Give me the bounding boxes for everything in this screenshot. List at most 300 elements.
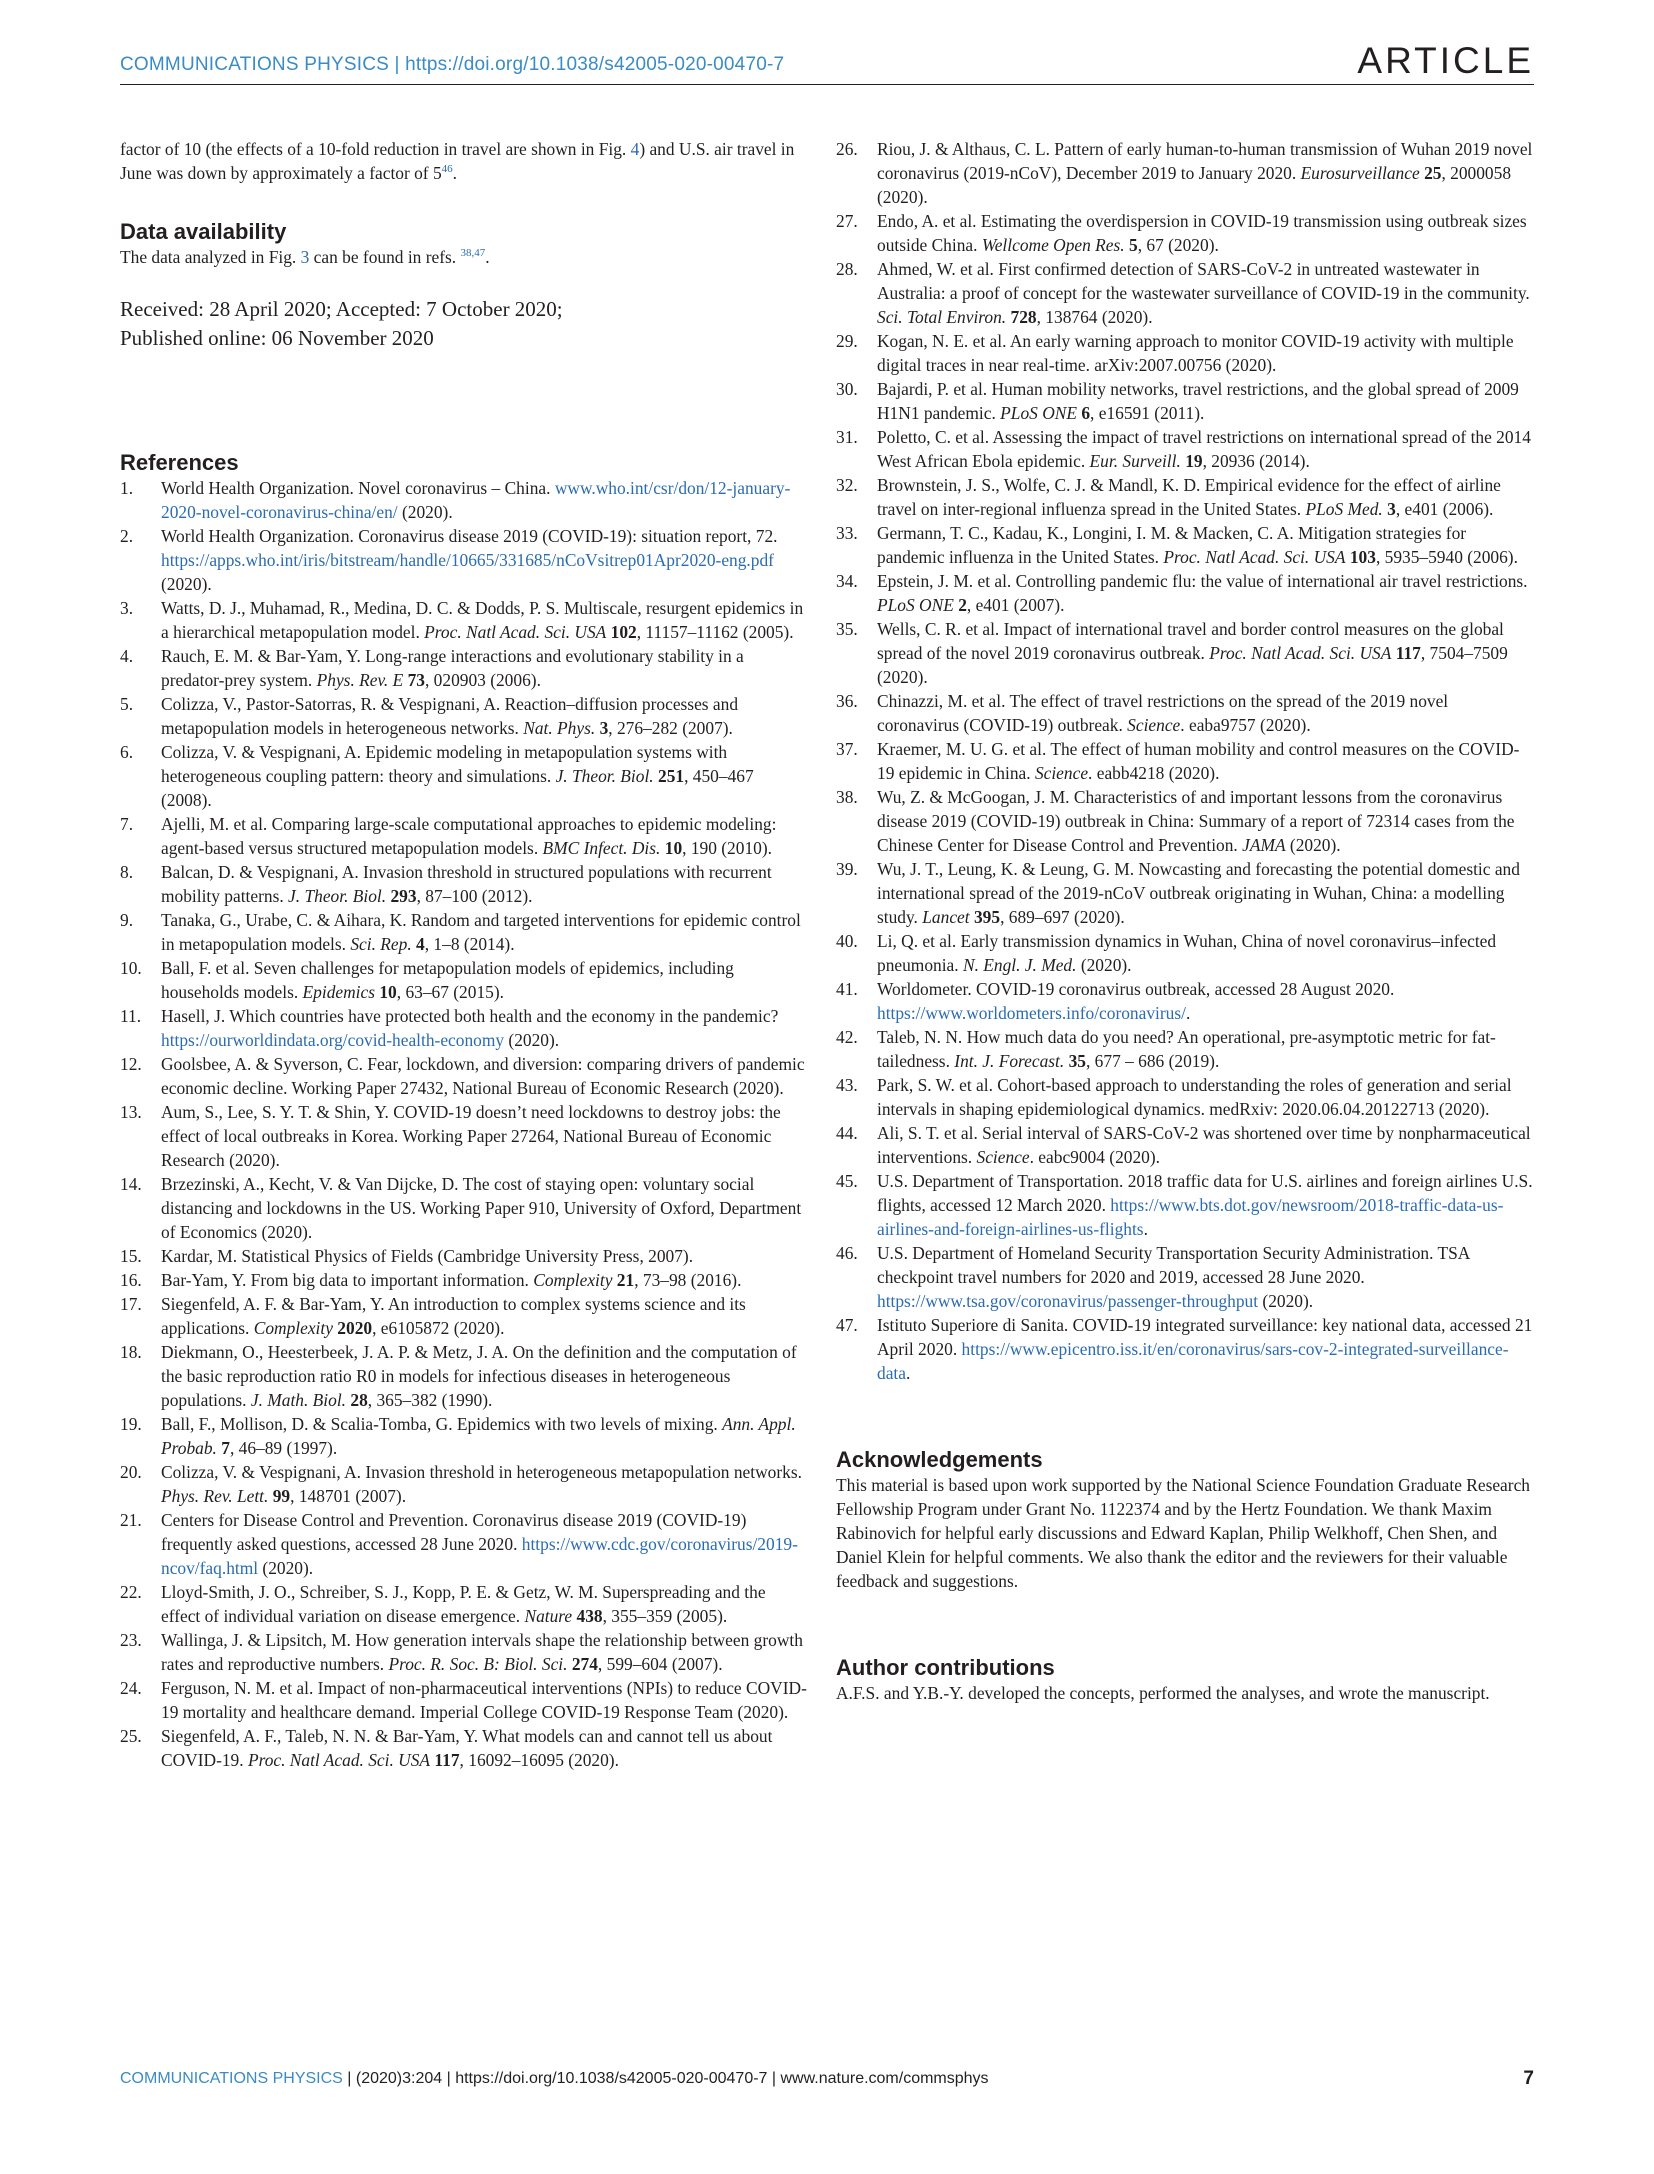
reference-item <box>836 1313 1534 1385</box>
reference-item <box>120 1340 808 1412</box>
reference-number: 29. <box>836 331 858 351</box>
reference-item <box>836 857 1534 929</box>
reference-text-segment: World Health Organization. Novel coronavirus – China. <box>161 478 555 498</box>
reference-text-segment: , 190 (2010). <box>682 838 772 858</box>
reference-text <box>161 1724 808 1772</box>
reference-number: 19. <box>120 1414 142 1434</box>
reference-text-segment: Tanaka, G., Urabe, C. & Aihara, K. Random and targeted interventions for epidemic control in metapopulation models. <box>161 910 801 954</box>
reference-volume: 3 <box>1387 499 1396 519</box>
reference-number: 36. <box>836 691 858 711</box>
data-availability-text <box>120 245 808 269</box>
reference-journal: Proc. Natl Acad. Sci. USA <box>1163 547 1346 567</box>
reference-url-link[interactable]: https://www.cdc.gov/coronavirus/2019-ncov/faq.html <box>161 1534 798 1578</box>
reference-text-segment: . eaba9757 (2020). <box>1180 715 1311 735</box>
reference-journal: Proc. Natl Acad. Sci. USA <box>424 622 607 642</box>
intro-text: ) and U.S. air travel in June was down by approximately a factor of 5 <box>120 139 795 183</box>
reference-number: 28. <box>836 259 858 279</box>
acknowledgements-text: This material is based upon work supported by the National Science Foundation Graduate Research Fellowship Program under Grant No. 1122374 and by the Hertz Foundation. We thank Maxim Rabinovich for helpful early discussions and Edward Kaplan, Philip Welkhoff, Chen Shen, and Daniel Klein for helpful comments. We also thank the editor and the reviewers for their valuable feedback and suggestions. <box>836 1475 1530 1591</box>
reference-text-segment: , 5935–5940 (2006). <box>1375 547 1518 567</box>
references-heading: References <box>120 450 239 475</box>
reference-journal: Nat. Phys. <box>523 718 596 738</box>
reference-text <box>161 692 808 740</box>
reference-item <box>120 1292 808 1340</box>
received-accepted-line: Received: 28 April 2020; Accepted: 7 October 2020; <box>120 297 563 321</box>
reference-text <box>161 1508 808 1580</box>
reference-list-right <box>836 137 1534 1385</box>
reference-text-segment: , 020903 (2006). <box>424 670 541 690</box>
reference-text <box>161 1052 808 1100</box>
reference-number: 32. <box>836 475 858 495</box>
reference-journal: Ann. Appl. Probab. <box>161 1414 796 1458</box>
reference-text-segment: Wu, J. T., Leung, K. & Leung, G. M. Nowcasting and forecasting the potential domestic and international spread of the 2019-nCoV outbreak originating in Wuhan, China: a modelling study. <box>877 859 1520 927</box>
reference-text <box>877 377 1534 425</box>
reference-url-link[interactable]: https://www.bts.dot.gov/newsroom/2018-traffic-data-us-airlines-and-foreign-airlines-us-flights <box>877 1195 1504 1239</box>
reference-volume: 7 <box>221 1438 230 1458</box>
reference-item <box>836 617 1534 689</box>
right-column <box>836 137 1534 1705</box>
reference-volume: 117 <box>1395 643 1421 663</box>
reference-text-segment: Centers for Disease Control and Prevention. Coronavirus disease 2019 (COVID-19) frequently asked questions, accessed 28 June 2020. <box>161 1510 747 1554</box>
reference-number: 33. <box>836 523 858 543</box>
data-text: . <box>485 247 490 267</box>
reference-url-link[interactable]: https://www.worldometers.info/coronavirus/ <box>877 1003 1186 1023</box>
reference-text-segment: Worldometer. COVID-19 coronavirus outbreak, accessed 28 August 2020. <box>877 979 1395 999</box>
reference-item <box>120 692 808 740</box>
reference-text <box>161 1292 808 1340</box>
reference-number: 39. <box>836 859 858 879</box>
reference-volume: 73 <box>407 670 425 690</box>
reference-text <box>877 785 1534 857</box>
reference-number: 26. <box>836 139 858 159</box>
reference-number: 12. <box>120 1054 142 1074</box>
reference-item <box>836 377 1534 425</box>
reference-volume: 251 <box>658 766 685 786</box>
reference-journal: J. Math. Biol. <box>250 1390 347 1410</box>
reference-text-segment: , 20936 (2014). <box>1202 451 1310 471</box>
reference-text <box>877 977 1534 1025</box>
reference-number: 16. <box>120 1270 142 1290</box>
reference-journal: PLoS Med. <box>1305 499 1383 519</box>
reference-text-segment: , 67 (2020). <box>1137 235 1219 255</box>
reference-text <box>877 929 1534 977</box>
reference-item <box>120 1052 808 1100</box>
reference-number: 47. <box>836 1315 858 1335</box>
reference-text <box>161 1004 808 1052</box>
reference-text-segment: Colizza, V., Pastor-Satorras, R. & Vespignani, A. Reaction–diffusion processes and metapopulation models in heterogeneous networks. <box>161 694 739 738</box>
reference-volume: 4 <box>416 934 425 954</box>
reference-volume: 10 <box>379 982 397 1002</box>
reference-item <box>836 1241 1534 1313</box>
reference-number: 23. <box>120 1630 142 1650</box>
reference-text-segment: Poletto, C. et al. Assessing the impact of travel restrictions on international spread of the 2014 West African Ebola epidemic. <box>877 427 1531 471</box>
reference-text <box>161 1268 808 1292</box>
reference-text-segment: , 1–8 (2014). <box>424 934 515 954</box>
reference-volume: 2 <box>958 595 967 615</box>
reference-item <box>836 209 1534 257</box>
reference-text <box>161 524 808 596</box>
author-contributions-text: A.F.S. and Y.B.-Y. developed the concepts, performed the analyses, and wrote the manuscript. <box>836 1683 1490 1703</box>
reference-text <box>161 1244 808 1268</box>
reference-text-segment: Kraemer, M. U. G. et al. The effect of human mobility and control measures on the COVID-19 epidemic in China. <box>877 739 1520 783</box>
reference-text-segment: , 16092–16095 (2020). <box>459 1750 619 1770</box>
reference-text-segment: Colizza, V. & Vespignani, A. Epidemic modeling in metapopulation systems with heterogeneous coupling pattern: theory and simulations. <box>161 742 728 786</box>
reference-item <box>120 812 808 860</box>
reference-item <box>836 1073 1534 1121</box>
reference-text-segment: (2020). <box>504 1030 560 1050</box>
reference-text-segment: Wells, C. R. et al. Impact of international travel and border control measures on the global spread of the novel 2019 coronavirus outbreak. <box>877 619 1504 663</box>
reference-number: 7. <box>120 814 134 834</box>
reference-text <box>877 689 1534 737</box>
reference-text-segment: , 599–604 (2007). <box>597 1654 723 1674</box>
reference-text <box>877 425 1534 473</box>
reference-number: 15. <box>120 1246 142 1266</box>
reference-text-segment: , e6105872 (2020). <box>372 1318 505 1338</box>
reference-number: 37. <box>836 739 858 759</box>
reference-text <box>161 476 808 524</box>
reference-text <box>877 1025 1534 1073</box>
reference-text-segment: , 355–359 (2005). <box>602 1606 728 1626</box>
footer-citation: | (2020)3:204 | https://doi.org/10.1038/s42005-020-00470-7 | www.nature.com/commsphys <box>342 2070 989 2087</box>
figure-link[interactable]: 4 <box>630 139 640 159</box>
reference-text-segment: Riou, J. & Althaus, C. L. Pattern of early human-to-human transmission of Wuhan 2019 novel coronavirus (2019-nCoV), December 2019 to January 2020. <box>877 139 1533 183</box>
reference-text <box>877 329 1534 377</box>
reference-text <box>877 569 1534 617</box>
reference-journal: Science <box>1034 763 1089 783</box>
reference-item <box>836 1025 1534 1073</box>
reference-text-segment: . <box>1185 1003 1191 1023</box>
reference-text-segment: Bajardi, P. et al. Human mobility networks, travel restrictions, and the global spread of 2009 H1N1 pandemic. <box>877 379 1519 423</box>
reference-text-segment: (2020). <box>1076 955 1132 975</box>
reference-text <box>161 1676 808 1724</box>
reference-item <box>120 1412 808 1460</box>
reference-text-segment: , 677 – 686 (2019). <box>1085 1051 1220 1071</box>
reference-journal: Epidemics <box>302 982 375 1002</box>
reference-text-segment: World Health Organization. Coronavirus disease 2019 (COVID-19): situation report, 72. <box>161 526 778 546</box>
reference-journal: PLoS ONE <box>1000 403 1077 423</box>
reference-text-segment: Istituto Superiore di Sanita. COVID-19 integrated surveillance: key national data, accessed 21 April 2020. <box>877 1315 1533 1359</box>
reference-item <box>836 689 1534 737</box>
reference-item <box>836 977 1534 1025</box>
reference-text-segment: , 73–98 (2016). <box>634 1270 742 1290</box>
reference-text-segment: Goolsbee, A. & Syverson, C. Fear, lockdown, and diversion: comparing drivers of pandemic economic decline. Working Paper 27432, National Bureau of Economic Research (2020). <box>161 1054 805 1098</box>
reference-text-segment: , 2000058 (2020). <box>877 163 1512 207</box>
reference-text-segment: , e16591 (2011). <box>1090 403 1205 423</box>
reference-volume: 10 <box>664 838 683 858</box>
reference-number: 30. <box>836 379 858 399</box>
reference-text-segment: Diekmann, O., Heesterbeek, J. A. P. & Metz, J. A. On the definition and the computation of the basic reproduction ratio R0 in models for infectious diseases in heterogeneous populations. <box>161 1342 797 1410</box>
reference-text <box>161 1460 808 1508</box>
reference-item <box>120 956 808 1004</box>
reference-item <box>120 1580 808 1628</box>
reference-text-segment: Lloyd-Smith, J. O., Schreiber, S. J., Kopp, P. E. & Getz, W. M. Superspreading and the effect of individual variation on disease emergence. <box>161 1582 766 1626</box>
reference-text-segment: Balcan, D. & Vespignani, A. Invasion threshold in structured populations with recurrent mobility patterns. <box>161 862 772 906</box>
reference-text-segment: Ferguson, N. M. et al. Impact of non-pharmaceutical interventions (NPIs) to reduce COVID-19 mortality and healthcare demand. Imperial College COVID-19 Response Team (2020). <box>161 1678 807 1722</box>
reference-text-segment: , 11157–11162 (2005). <box>636 622 794 642</box>
reference-text <box>161 956 808 1004</box>
reference-text-segment: (2020). <box>397 502 453 522</box>
reference-text <box>161 1412 808 1460</box>
reference-text <box>161 1580 808 1628</box>
reference-text <box>161 1172 808 1244</box>
reference-text-segment: , 689–697 (2020). <box>1000 907 1125 927</box>
data-text: The data analyzed in Fig. <box>120 247 301 267</box>
reference-text <box>161 740 808 812</box>
reference-text-segment: (2020). <box>258 1558 314 1578</box>
reference-item <box>836 1121 1534 1169</box>
reference-text <box>877 1073 1534 1121</box>
reference-number: 17. <box>120 1294 142 1314</box>
reference-text-segment: Siegenfeld, A. F. & Bar-Yam, Y. An introduction to complex systems science and its applications. <box>161 1294 746 1338</box>
reference-text-segment: Epstein, J. M. et al. Controlling pandemic flu: the value of international air travel restrictions. <box>877 571 1528 591</box>
reference-number: 27. <box>836 211 858 231</box>
reference-text-segment: , 87–100 (2012). <box>416 886 533 906</box>
reference-number: 4. <box>120 646 134 666</box>
reference-number: 40. <box>836 931 858 951</box>
reference-text <box>877 617 1534 689</box>
reference-item <box>120 1244 808 1268</box>
reference-journal: BMC Infect. Dis. <box>542 838 661 858</box>
reference-number: 11. <box>120 1006 142 1026</box>
reference-number: 38. <box>836 787 858 807</box>
intro-paragraph <box>120 137 808 185</box>
header-rule <box>120 84 1534 85</box>
reference-text-segment: , e401 (2007). <box>966 595 1065 615</box>
reference-item <box>120 1724 808 1772</box>
reference-journal: Phys. Rev. E <box>316 670 404 690</box>
reference-text-segment: Watts, D. J., Muhamad, R., Medina, D. C. & Dodds, P. S. Multiscale, resurgent epidemics in a hierarchical metapopulation model. <box>161 598 804 642</box>
reference-text-segment: Ajelli, M. et al. Comparing large-scale computational approaches to epidemic modeling: agent-based versus structured metapopulation models. <box>161 814 777 858</box>
reference-text-segment: . eabb4218 (2020). <box>1088 763 1220 783</box>
reference-text-segment: , 46–89 (1997). <box>229 1438 338 1458</box>
reference-journal: Sci. Total Environ. <box>877 307 1007 327</box>
reference-journal: Eur. Surveill. <box>1089 451 1181 471</box>
reference-text-segment: Aum, S., Lee, S. Y. T. & Shin, Y. COVID-19 doesn’t need lockdowns to destroy jobs: the effect of local outbreaks in Korea. Working Paper 27264, National Bureau of Economic Research (2020). <box>161 1102 781 1170</box>
reference-text-segment: Brzezinski, A., Kecht, V. & Van Dijcke, D. The cost of staying open: voluntary social distancing and lockdowns in the US. Working Paper 910, University of Oxford, Department of Economics (2020). <box>161 1174 802 1242</box>
reference-text-segment: Kogan, N. E. et al. An early warning approach to monitor COVID-19 activity with multiple digital traces in near real-time. arXiv:2007.00756 (2020). <box>877 331 1514 375</box>
reference-volume: 28 <box>350 1390 368 1410</box>
reference-text-segment: Ball, F., Mollison, D. & Scalia-Tomba, G. Epidemics with two levels of mixing. <box>161 1414 723 1434</box>
reference-text-segment: (2020). <box>1285 835 1341 855</box>
reference-number: 41. <box>836 979 858 999</box>
reference-journal: Proc. Natl Acad. Sci. USA <box>247 1750 431 1770</box>
published-line: Published online: 06 November 2020 <box>120 326 434 350</box>
reference-text-segment: Rauch, E. M. & Bar-Yam, Y. Long-range interactions and evolutionary stability in a predator-prey system. <box>161 646 744 690</box>
reference-text <box>161 1340 808 1412</box>
reference-text <box>877 473 1534 521</box>
reference-item <box>120 1628 808 1676</box>
reference-text-segment: Wallinga, J. & Lipsitch, M. How generation intervals shape the relationship between growth rates and reproductive numbers. <box>161 1630 803 1674</box>
reference-journal: J. Theor. Biol. <box>288 886 387 906</box>
reference-text-segment: , 276–282 (2007). <box>608 718 733 738</box>
reference-number: 22. <box>120 1582 142 1602</box>
reference-item <box>120 1100 808 1172</box>
reference-journal: Sci. Rep. <box>350 934 412 954</box>
reference-item <box>836 785 1534 857</box>
reference-journal: J. Theor. Biol. <box>555 766 654 786</box>
reference-number: 31. <box>836 427 858 447</box>
reference-volume: 293 <box>390 886 417 906</box>
reference-number: 21. <box>120 1510 142 1530</box>
reference-text <box>877 521 1534 569</box>
reference-text <box>161 908 808 956</box>
reference-item <box>120 1676 808 1724</box>
reference-text-segment: Park, S. W. et al. Cohort-based approach to understanding the roles of generation and serial intervals in shaping epidemiological dynamics. medRxiv: 2020.06.04.20122713 (2020). <box>877 1075 1512 1119</box>
reference-url-link[interactable]: https://www.tsa.gov/coronavirus/passenger-throughput <box>877 1291 1259 1311</box>
reference-item <box>836 521 1534 569</box>
reference-journal: Complexity <box>533 1270 613 1290</box>
reference-item <box>836 473 1534 521</box>
reference-number: 18. <box>120 1342 142 1362</box>
reference-item <box>836 1169 1534 1241</box>
author-contributions-heading: Author contributions <box>836 1655 1055 1680</box>
reference-text-segment: Germann, T. C., Kadau, K., Longini, I. M. & Macken, C. A. Mitigation strategies for pandemic influenza in the United States. <box>877 523 1467 567</box>
article-label: ARTICLE <box>1357 40 1534 81</box>
figure-link[interactable]: 3 <box>300 247 310 267</box>
reference-item <box>836 257 1534 329</box>
reference-volume: 19 <box>1185 451 1203 471</box>
reference-item <box>836 929 1534 977</box>
reference-text <box>877 857 1534 929</box>
reference-item <box>120 644 808 692</box>
reference-text-segment: Ball, F. et al. Seven challenges for metapopulation models of epidemics, including households models. <box>161 958 734 1002</box>
reference-text-segment: , 138764 (2020). <box>1036 307 1153 327</box>
reference-journal: Eurosurveillance <box>1300 163 1420 183</box>
reference-text-segment: . <box>1143 1219 1148 1239</box>
reference-item <box>120 740 808 812</box>
reference-text <box>877 257 1534 329</box>
reference-list-left <box>120 476 808 1772</box>
reference-number: 44. <box>836 1123 858 1143</box>
reference-text-segment: Endo, A. et al. Estimating the overdispersion in COVID-19 transmission using outbreak sizes outside China. <box>877 211 1527 255</box>
reference-number: 43. <box>836 1075 858 1095</box>
reference-volume: 25 <box>1424 163 1442 183</box>
data-availability-heading: Data availability <box>120 219 287 244</box>
reference-text <box>161 644 808 692</box>
reference-item <box>120 908 808 956</box>
reference-text-segment: (2020). <box>1258 1291 1314 1311</box>
reference-text <box>877 1169 1534 1241</box>
reference-text <box>161 596 808 644</box>
reference-volume: 21 <box>616 1270 635 1290</box>
reference-journal: Science <box>1127 715 1181 735</box>
reference-text-segment: Kardar, M. Statistical Physics of Fields (Cambridge University Press, 2007). <box>161 1246 694 1266</box>
intro-text: factor of 10 (the effects of a 10-fold reduction in travel are shown in Fig. <box>120 139 631 159</box>
reference-text <box>877 1313 1534 1385</box>
reference-text-segment: , 7504–7509 (2020). <box>877 643 1508 687</box>
reference-item <box>120 596 808 644</box>
reference-volume: 99 <box>272 1486 291 1506</box>
reference-journal: PLoS ONE <box>877 595 954 615</box>
reference-text-segment: U.S. Department of Homeland Security Transportation Security Administration. TSA checkpoint travel numbers for 2020 and 2019, accessed 28 June 2020. <box>877 1243 1470 1287</box>
reference-text <box>877 1121 1534 1169</box>
footer-journal: COMMUNICATIONS PHYSICS <box>120 2070 343 2087</box>
reference-journal: JAMA <box>1242 835 1286 855</box>
reference-text-segment: , 365–382 (1990). <box>367 1390 493 1410</box>
reference-url-link[interactable]: www.who.int/csr/don/12-january-2020-novel-coronavirus-china/en/ <box>161 478 791 522</box>
acknowledgements-heading: Acknowledgements <box>836 1447 1043 1472</box>
publication-dates <box>120 295 808 353</box>
page-footer <box>120 2070 1534 2088</box>
reference-volume: 6 <box>1081 403 1091 423</box>
reference-volume: 3 <box>599 718 609 738</box>
data-text: can be found in refs. <box>309 247 461 267</box>
reference-text-segment: , e401 (2006). <box>1395 499 1494 519</box>
reference-volume: 5 <box>1128 235 1138 255</box>
reference-journal: Science <box>976 1147 1030 1167</box>
reference-url-link[interactable]: https://apps.who.int/iris/bitstream/handle/10665/331685/nCoVsitrep01Apr2020-eng.pdf <box>161 550 774 570</box>
reference-text-segment: Siegenfeld, A. F., Taleb, N. N. & Bar-Yam, Y. What models can and cannot tell us about COVID-19. <box>161 1726 773 1770</box>
citation-link[interactable]: 38,47 <box>460 247 486 260</box>
reference-journal: N. Engl. J. Med. <box>962 955 1077 975</box>
reference-number: 3. <box>120 598 134 618</box>
reference-url-link[interactable]: https://www.epicentro.iss.it/en/coronavirus/sars-cov-2-integrated-surveillance-data <box>877 1339 1509 1383</box>
reference-item <box>836 329 1534 377</box>
reference-item <box>120 1460 808 1508</box>
reference-volume: 117 <box>434 1750 460 1770</box>
reference-text-segment: Chinazzi, M. et al. The effect of travel restrictions on the spread of the 2019 novel coronavirus (COVID-19) outbreak. <box>877 691 1449 735</box>
reference-url-link[interactable]: https://ourworldindata.org/covid-health-economy <box>161 1030 505 1050</box>
reference-item <box>836 425 1534 473</box>
reference-journal: Proc. Natl Acad. Sci. USA <box>1209 643 1392 663</box>
reference-item <box>120 860 808 908</box>
reference-item <box>836 137 1534 209</box>
reference-text <box>161 1628 808 1676</box>
page-number: 7 <box>1523 2068 1534 2089</box>
reference-text-segment: Ahmed, W. et al. First confirmed detection of SARS-CoV-2 in untreated wastewater in Australia: a proof of concept for the wastewater surveillance of COVID-19 in the community. <box>877 259 1530 303</box>
reference-text-segment: Li, Q. et al. Early transmission dynamics in Wuhan, China of novel coronavirus–infected pneumonia. <box>877 931 1497 975</box>
running-header-journal: COMMUNICATIONS PHYSICS | https://doi.org/10.1038/s42005-020-00470-7 <box>120 54 785 75</box>
reference-text-segment: Ali, S. T. et al. Serial interval of SARS-CoV-2 was shortened over time by nonpharmaceutical interventions. <box>877 1123 1531 1167</box>
reference-item <box>120 1004 808 1052</box>
reference-number: 42. <box>836 1027 858 1047</box>
reference-text-segment: , 63–67 (2015). <box>396 982 504 1002</box>
reference-text-segment: . <box>905 1363 911 1383</box>
reference-volume: 102 <box>610 622 637 642</box>
reference-number: 5. <box>120 694 134 714</box>
reference-text <box>161 812 808 860</box>
reference-number: 34. <box>836 571 858 591</box>
reference-text <box>877 137 1534 209</box>
reference-journal: Lancet <box>922 907 970 927</box>
reference-text <box>161 1100 808 1172</box>
reference-text-segment: Taleb, N. N. How much data do you need? An operational, pre-asymptotic metric for fat-tailedness. <box>877 1027 1496 1071</box>
reference-volume: 728 <box>1010 307 1037 327</box>
reference-volume: 35 <box>1068 1051 1086 1071</box>
reference-number: 9. <box>120 910 134 930</box>
reference-volume: 103 <box>1349 547 1376 567</box>
reference-item <box>120 1172 808 1244</box>
reference-volume: 395 <box>973 907 1001 927</box>
reference-item <box>836 737 1534 785</box>
reference-volume: 274 <box>571 1654 598 1674</box>
reference-text <box>877 737 1534 785</box>
reference-item <box>120 524 808 596</box>
reference-number: 2. <box>120 526 134 546</box>
reference-text-segment: (2020). <box>161 574 212 594</box>
reference-number: 35. <box>836 619 858 639</box>
reference-journal: Phys. Rev. Lett. <box>161 1486 269 1506</box>
reference-text-segment: Wu, Z. & McGoogan, J. M. Characteristics of and important lessons from the coronavirus disease 2019 (COVID-19) outbreak in China: Summary of a report of 72314 cases from the Chinese Center for Disease Control and Prevention. <box>877 787 1515 855</box>
reference-journal: Complexity <box>253 1318 333 1338</box>
reference-journal: Wellcome Open Res. <box>981 235 1125 255</box>
reference-number: 20. <box>120 1462 142 1482</box>
reference-text-segment: Hasell, J. Which countries have protected both health and the economy in the pandemic? <box>161 1006 779 1026</box>
citation-link[interactable]: 46 <box>441 163 453 176</box>
left-column <box>120 137 808 1772</box>
reference-number: 14. <box>120 1174 142 1194</box>
reference-text-segment: , 148701 (2007). <box>290 1486 407 1506</box>
reference-text-segment: Bar-Yam, Y. From big data to important information. <box>161 1270 534 1290</box>
